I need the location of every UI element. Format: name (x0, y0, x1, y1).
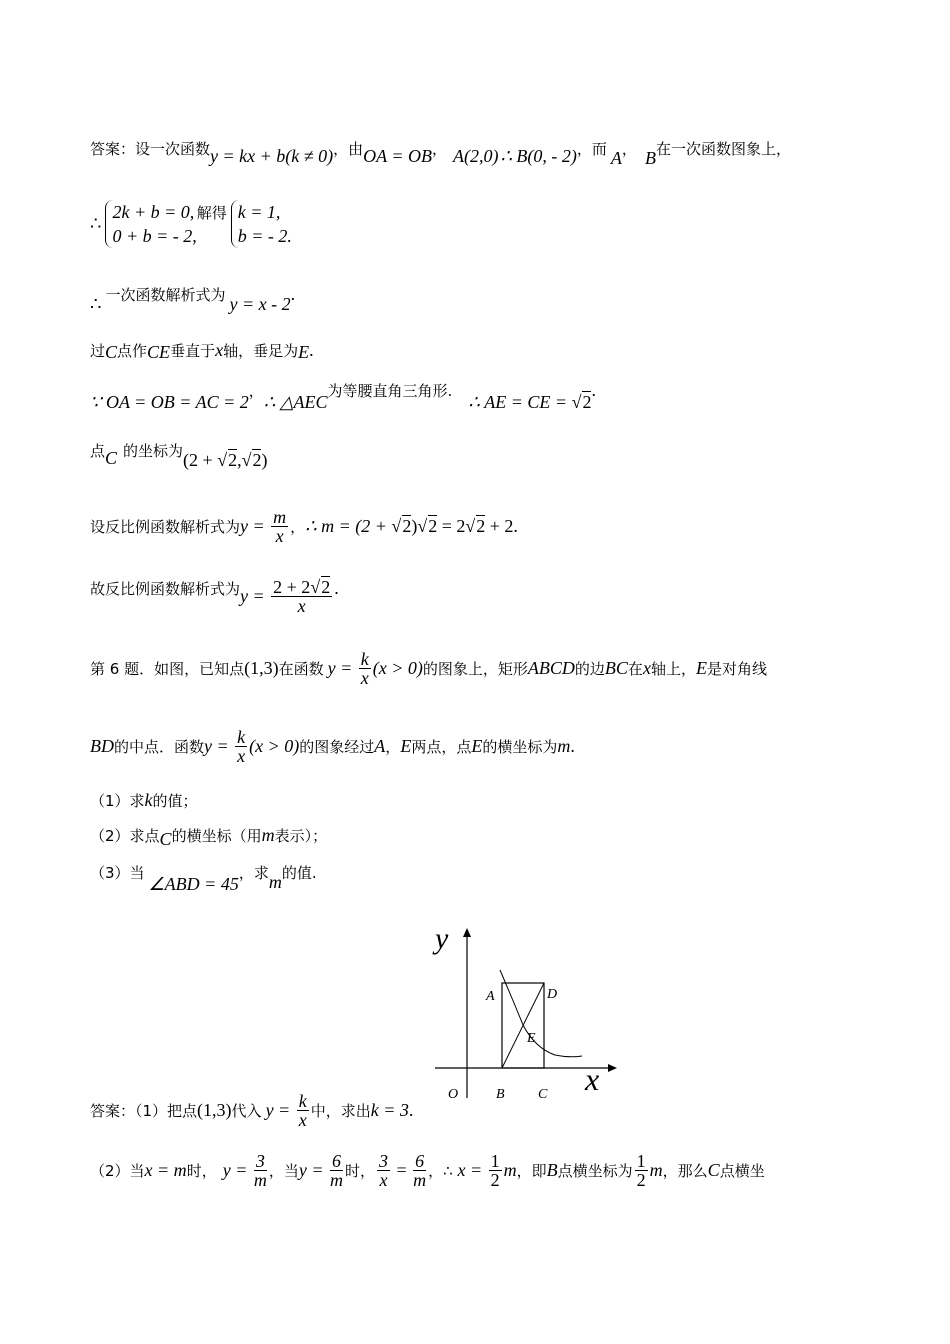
fraction: $\frac{2 + 2√2}{x}$ (273, 577, 331, 616)
fraction: $\frac{6}{m}$ (330, 1151, 343, 1190)
label-b: B (496, 1087, 505, 1102)
iso-line: ∵ OA = OB = AC = 2，∴ △AEC为等腰直角三角形.∴ AE = CE = √2. (90, 380, 596, 412)
inverse-line: 设反比例函数解析式为y = $\frac{m}{x}$ ，∴ m = (2 + √2)√2 = 2√2 + 2. (90, 507, 518, 546)
perp-line: 过C点作CE垂直于x轴，垂足为E. (90, 340, 314, 362)
label-d: D (547, 987, 558, 1002)
fraction: $\frac{k}{x}$ (237, 727, 246, 766)
question1: （1）求k的值； (90, 790, 198, 810)
rectangle-hyperbola-figure (420, 920, 630, 1110)
label-a: A (486, 989, 495, 1004)
answer6-2: （2）当x = m时， y = $\frac{3}{m}$ ，当y = $\frac{6}{m}$ 时， $\frac{3}{x}$ = $\frac{6}{m}$ ，∴ x = $\frac{1}{2}$ m，即B点横坐标为 $\frac{1}{2}$ m，那么C点横坐 (90, 1151, 765, 1190)
answer1-line: 答案：设一次函数y = kx + b(k ≠ 0)，由OA = OB， A(2,0) ∴ B(0, - 2)，而 A， B在一次函数图象上， (90, 140, 791, 168)
answer6-1: 答案：（1）把点(1,3)代入 y = $\frac{k}{x}$ 中，求出k = 3. (90, 1091, 414, 1130)
x-axis-arrow (608, 1064, 617, 1072)
linear-line: ∴ 一次函数解析式为 y = x - 2. (90, 284, 296, 314)
y-axis-arrow (463, 928, 471, 937)
fraction: $\frac{1}{2}$ (636, 1151, 646, 1190)
fraction: $\frac{6}{m}$ (413, 1151, 427, 1190)
solution-system: k = 1, b = - 2. (231, 200, 292, 248)
problem6-line2: BD的中点．函数y = $\frac{k}{x}$ (x > 0)的图象经过A，E两点，点E的横坐标为m. (90, 727, 575, 766)
coordC-line: 点C 的坐标为(2 + √2,√2) (90, 442, 268, 470)
fraction: $\frac{k}{x}$ (298, 1091, 307, 1130)
fraction: $\frac{3}{m}$ (253, 1151, 267, 1190)
label-o: O (448, 1087, 459, 1102)
label-e: E (527, 1031, 536, 1046)
fraction: $\frac{k}{x}$ (360, 649, 369, 688)
problem6-line1: 第 6 题．如图，已知点(1,3)在函数 y = $\frac{k}{x}$ (x > 0)的图象上，矩形ABCD的边BC在x轴上，E是对角线 (90, 649, 767, 688)
fraction: $\frac{3}{x}$ (379, 1151, 389, 1190)
fraction: $\frac{m}{x}$ (273, 507, 287, 546)
final-line: 故反比例函数解析式为y = $\frac{2 + 2√2}{x}$ . (90, 577, 339, 616)
y-axis-label: y (435, 922, 449, 955)
label-c: C (538, 1087, 548, 1102)
system-line: ∴ 2k + b = 0, 0 + b = - 2, 解得 k = 1, b = - 2. (90, 202, 292, 246)
fraction: $\frac{1}{2}$ (490, 1151, 500, 1190)
x-axis-label: x (585, 1061, 600, 1097)
equation-system: 2k + b = 0, 0 + b = - 2, (105, 200, 196, 248)
question3: （3）当∠ABD = 45，求m的值. (90, 864, 317, 894)
question2: （2）求点C的横坐标（用m表示）； (90, 825, 328, 849)
